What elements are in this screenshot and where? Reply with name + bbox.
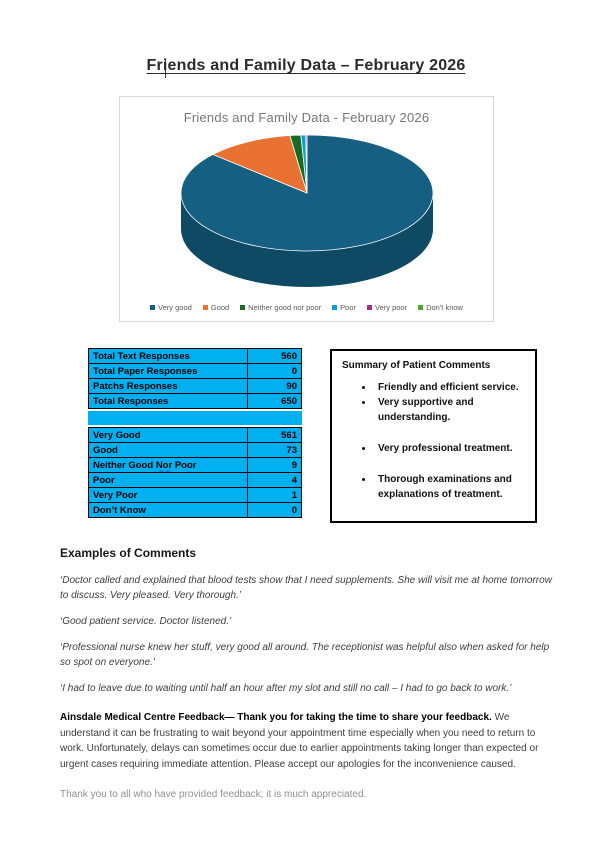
legend-item <box>367 303 407 312</box>
row-label-cell[interactable]: Total Responses <box>89 394 248 409</box>
row-label-cell[interactable]: Very Good <box>89 428 248 443</box>
legend-label: Poor <box>340 303 356 312</box>
ratings-table[interactable] <box>88 427 302 518</box>
legend-label: Don't know <box>426 303 463 312</box>
grammar-flagged-word: Nor <box>155 459 173 471</box>
table-row[interactable] <box>89 488 302 503</box>
row-label-cell[interactable]: Very Poor <box>89 488 248 503</box>
legend-item <box>332 303 356 312</box>
summary-bullet: • Friendly and efficient service. <box>374 380 525 395</box>
legend-label: Good <box>210 303 230 312</box>
quotes-container <box>60 573 554 696</box>
table-row[interactable] <box>89 428 302 443</box>
table-row[interactable] <box>89 364 302 379</box>
summary-bullet: • Thorough examinations and explanations of treatment. <box>374 472 525 502</box>
table-spacer-row <box>88 411 302 425</box>
comments-section <box>60 546 554 800</box>
row-value-cell[interactable]: 73 <box>248 443 302 458</box>
comment-quote[interactable]: ‘Professional nurse knew her stuff, very good all around. The receptionist was helpful also when asked for help so spot on everyone.’ <box>60 642 550 668</box>
summary-bullet: • Very professional treatment. <box>374 441 525 456</box>
pie-chart-object[interactable] <box>119 96 494 322</box>
summary-box-title: Summary of Patient Comments <box>342 360 491 371</box>
legend-label: Neither good nor poor <box>248 303 322 312</box>
legend-marker-icon <box>367 305 372 310</box>
document-title[interactable]: Friends and Family Data – February 2026 <box>146 57 466 74</box>
summary-of-patient-comments-box[interactable] <box>330 349 537 523</box>
row-label-cell[interactable]: Total Paper Responses <box>89 364 248 379</box>
legend-label: Very poor <box>374 303 408 312</box>
table-row[interactable] <box>89 458 302 473</box>
row-value-cell[interactable]: 561 <box>248 428 302 443</box>
comment-quote[interactable]: ‘Good patient service. Doctor listened.’ <box>60 616 232 627</box>
row-label-cell[interactable]: Poor <box>89 473 248 488</box>
table-row[interactable] <box>89 379 302 394</box>
row-value-cell[interactable]: 1 <box>248 488 302 503</box>
legend-marker-icon <box>240 305 245 310</box>
feedback-bold-lead: Ainsdale Medical Centre Feedback— Thank you for taking the time to share your feedback. <box>60 712 492 723</box>
response-tables <box>88 348 302 518</box>
legend-marker-icon <box>203 305 208 310</box>
feedback-body: We understand it can be frustrating to wait beyond your appointment time especially when you need to return to work. Unfortunately, delays can sometimes occur due to earlier appointments taking longer than expected or urgent cases requiring immediate attention. Please accept our apologies for the inconvenience caused. <box>60 712 539 770</box>
legend-marker-icon <box>418 305 423 310</box>
chart-title: Friends and Family Data - February 2026 <box>183 110 430 125</box>
table-row[interactable] <box>89 394 302 409</box>
table-row[interactable] <box>89 443 302 458</box>
table-row[interactable] <box>89 503 302 518</box>
table-row[interactable] <box>89 349 302 364</box>
table-row[interactable] <box>89 473 302 488</box>
chart-legend <box>120 303 493 312</box>
summary-bullet-list <box>342 380 525 502</box>
row-value-cell[interactable]: 560 <box>248 349 302 364</box>
footer-note[interactable]: Thank you to all who have provided feedback; it is much appreciated. <box>60 789 367 800</box>
feedback-paragraph[interactable] <box>60 710 554 772</box>
legend-label: Very good <box>158 303 192 312</box>
legend-item <box>418 303 463 312</box>
examples-of-comments-heading[interactable]: Examples of Comments <box>60 546 197 560</box>
legend-marker-icon <box>332 305 337 310</box>
summary-bullet: • Very supportive and understanding. <box>374 395 525 425</box>
comment-quote[interactable]: ‘Doctor called and explained that blood tests show that I need supplements. She will visit me at home tomorrow to discuss. Very pleased. Very thorough.’ <box>60 575 552 601</box>
row-label-cell[interactable]: Total Text Responses <box>89 349 248 364</box>
row-value-cell[interactable]: 0 <box>248 364 302 379</box>
legend-item <box>203 303 229 312</box>
row-value-cell[interactable]: 0 <box>248 503 302 518</box>
legend-marker-icon <box>150 305 155 310</box>
row-label-cell[interactable]: Don’t Know <box>89 503 248 518</box>
pie-chart <box>120 125 493 295</box>
legend-item <box>240 303 321 312</box>
responses-table[interactable] <box>88 348 302 409</box>
row-label-cell[interactable]: Neither Good Nor Poor <box>89 458 248 473</box>
row-value-cell[interactable]: 650 <box>248 394 302 409</box>
row-label-cell[interactable]: Good <box>89 443 248 458</box>
row-value-cell[interactable]: 90 <box>248 379 302 394</box>
row-label-cell[interactable]: Patchs Responses <box>89 379 248 394</box>
comment-quote[interactable]: ‘I had to leave due to waiting until half an hour after my slot and still no call – I had to go back to work.’ <box>60 683 512 694</box>
row-value-cell[interactable]: 4 <box>248 473 302 488</box>
row-value-cell[interactable]: 9 <box>248 458 302 473</box>
legend-item <box>150 303 192 312</box>
